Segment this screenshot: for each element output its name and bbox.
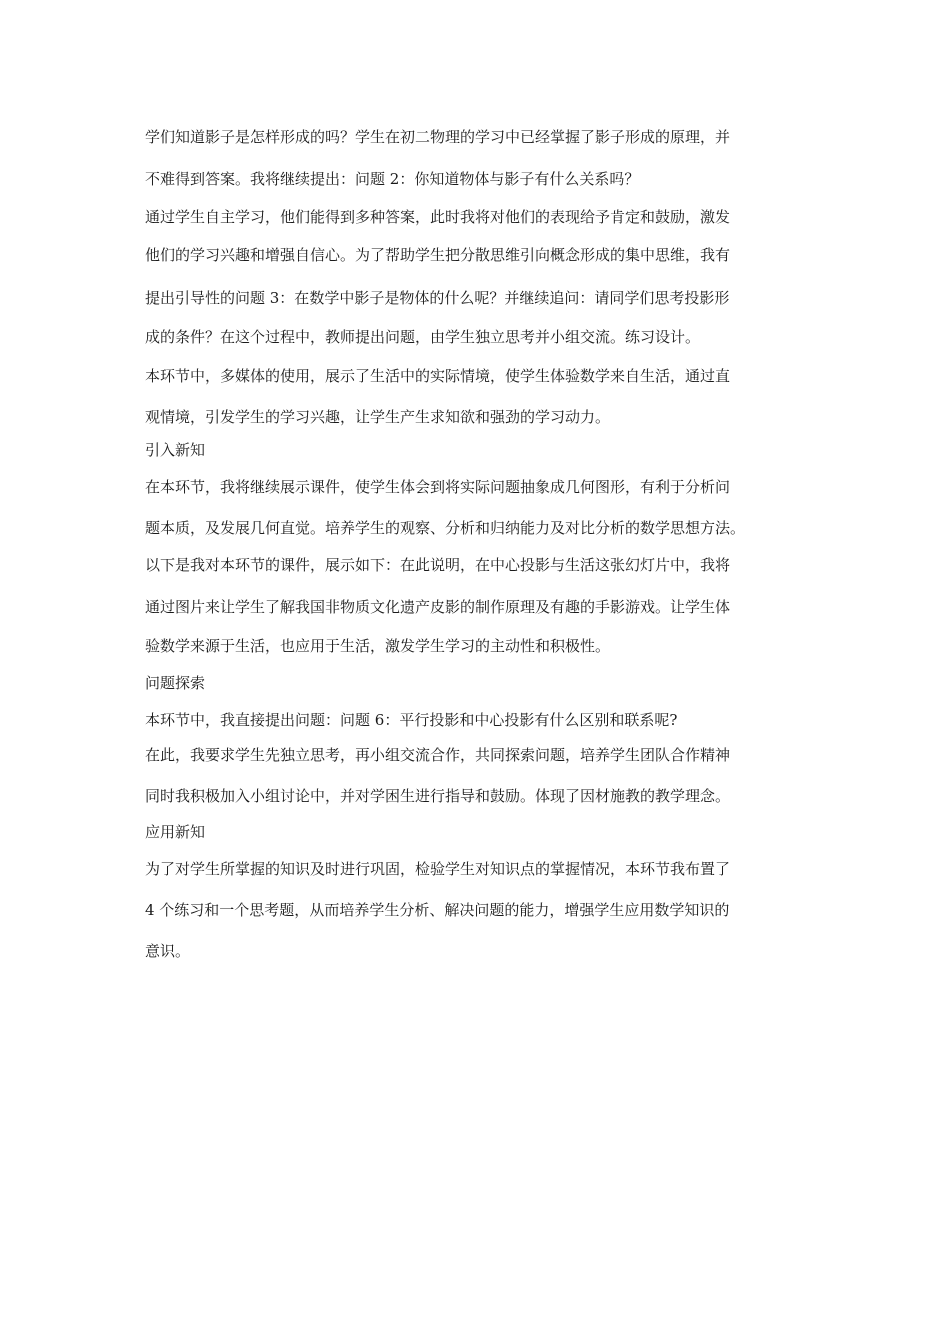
paragraph-line: 提出引导性的问题 3：在数学中影子是物体的什么呢？并继续追问：请同学们思考投影形 [145,289,730,307]
paragraph-line: 在此，我要求学生先独立思考，再小组交流合作，共同探索问题，培养学生团队合作精神 [145,746,731,764]
paragraph-line: 验数学来源于生活，也应用于生活，激发学生学习的主动性和积极性。 [145,637,611,655]
paragraph-line: 通过学生自主学习，他们能得到多种答案，此时我将对他们的表现给予肯定和鼓励，激发 [145,208,731,226]
paragraph-line: 以下是我对本环节的课件，展示如下：在此说明，在中心投影与生活这张幻灯片中，我将 [145,556,731,574]
paragraph-line: 成的条件？在这个过程中，教师提出问题，由学生独立思考并小组交流。练习设计。 [145,328,701,346]
paragraph-line: 不难得到答案。我将继续提出：问题 2：你知道物体与影子有什么关系吗？ [145,170,640,188]
paragraph-line: 为了对学生所掌握的知识及时进行巩固，检验学生对知识点的掌握情况，本环节我布置了 [145,860,731,878]
paragraph-line: 4 个练习和一个思考题，从而培养学生分析、解决问题的能力，增强学生应用数学知识的 [145,901,730,919]
paragraph-line: 在本环节，我将继续展示课件，使学生体会到将实际问题抽象成几何图形，有利于分析问 [145,478,731,496]
paragraph-line: 学们知道影子是怎样形成的吗？学生在初二物理的学习中已经掌握了影子形成的原理，并 [145,128,731,146]
paragraph-line: 题本质，及发展几何直觉。培养学生的观察、分析和归纳能力及对比分析的数学思想方法。 [145,519,746,537]
section-heading-problem-exploration: 问题探索 [145,674,206,692]
section-heading-apply-new-knowledge: 应用新知 [145,823,206,841]
paragraph-line: 观情境，引发学生的学习兴趣，让学生产生求知欲和强劲的学习动力。 [145,408,611,426]
paragraph-line: 意识。 [145,942,191,960]
paragraph-line: 本环节中，我直接提出问题：问题 6：平行投影和中心投影有什么区别和联系呢? [145,711,678,729]
paragraph-line: 通过图片来让学生了解我国非物质文化遗产皮影的制作原理及有趣的手影游戏。让学生体 [145,598,731,616]
section-heading-intro-new-knowledge: 引入新知 [145,441,206,459]
paragraph-line: 本环节中，多媒体的使用，展示了生活中的实际情境，使学生体验数学来自生活，通过直 [145,367,731,385]
paragraph-line: 他们的学习兴趣和增强自信心。为了帮助学生把分散思维引向概念形成的集中思维，我有 [145,246,731,264]
paragraph-line: 同时我积极加入小组讨论中，并对学困生进行指导和鼓励。体现了因材施教的教学理念。 [145,787,731,805]
